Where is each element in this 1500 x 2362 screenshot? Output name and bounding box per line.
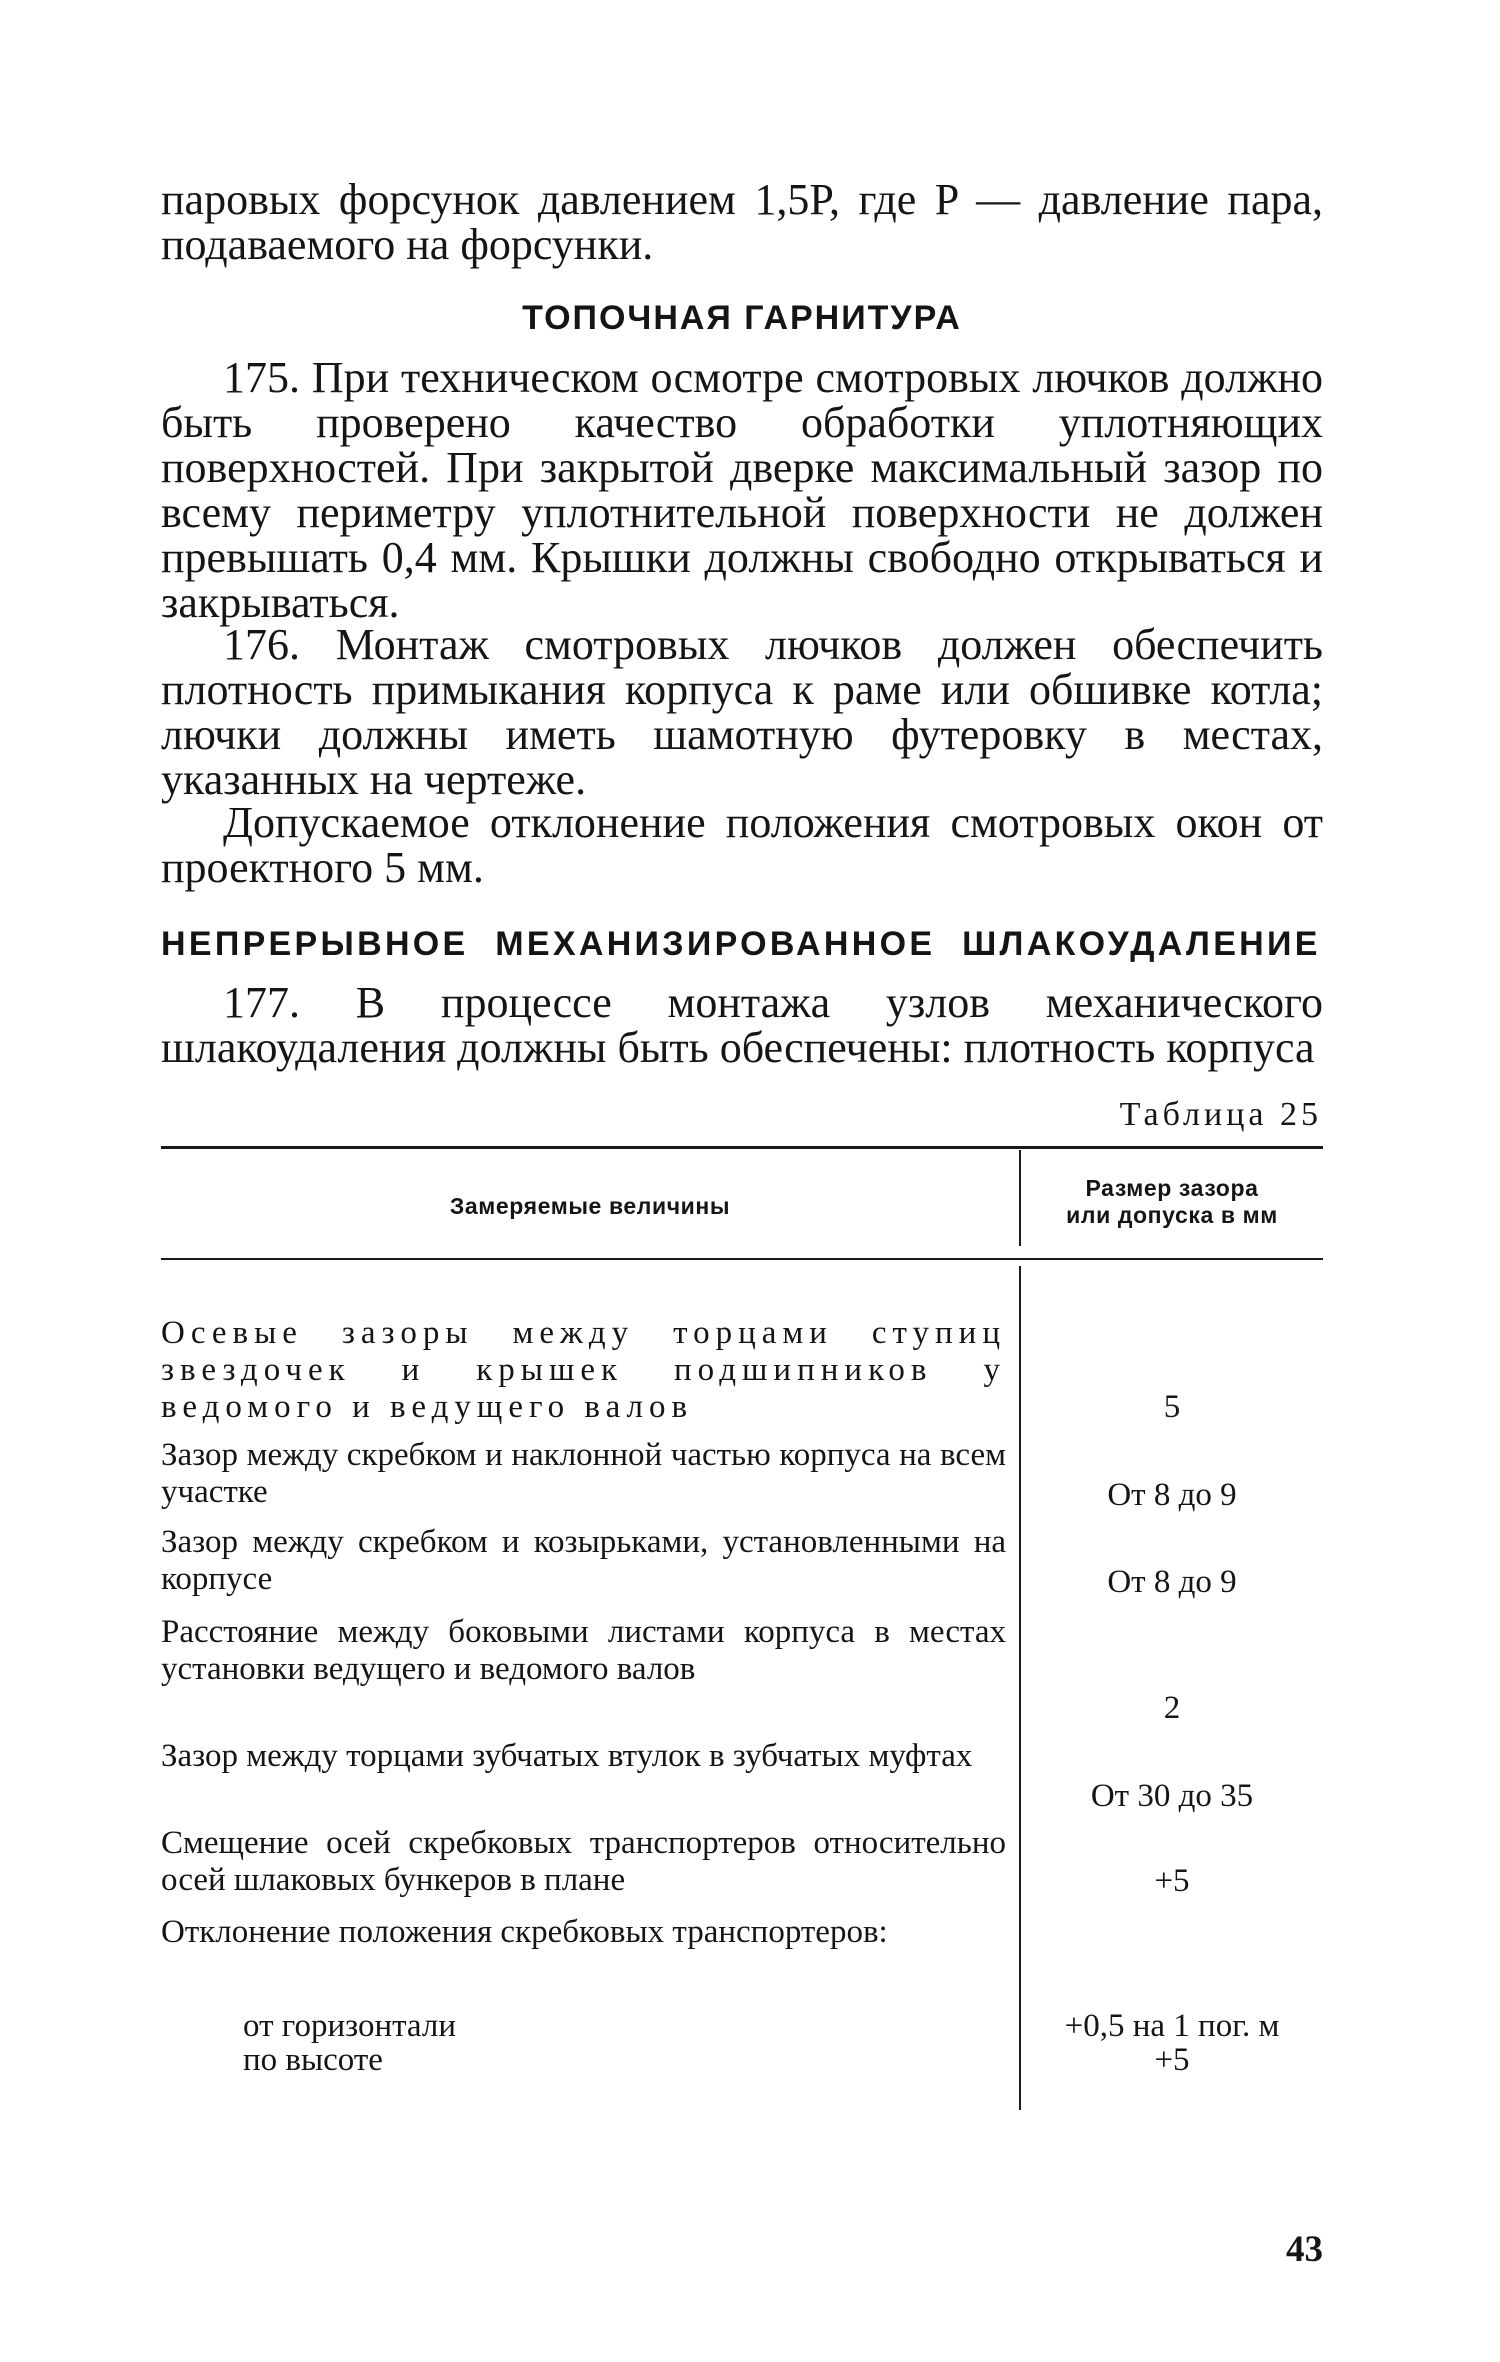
table-row-label: Осевые зазоры между торцами ступиц звездочек и крышек подшипников у ведомого и ведущего валов [161, 1315, 1006, 1425]
paragraph-175: 175. При техническом осмотре смотровых лючков должно быть проверено качество обработки уплотняющих поверхностей. При закрытой дверке максимальный зазор по всему периметру уплотнительной поверхности не должен превышать 0,4 мм. Крышки должны свободно открываться и закрываться. [161, 353, 1323, 627]
paragraph-177: 177. В процессе монтажа узлов механического шлакоудаления должны быть обеспечены: плотность корпуса [161, 978, 1323, 1072]
table-header-gap-size [1021, 1175, 1323, 1229]
table-row-label: Зазор между скребком и козырьками, установленными на корпусе [161, 1524, 1006, 1597]
heading-furnace-fittings: ТОПОЧНАЯ ГАРНИТУРА [522, 299, 962, 337]
table-row-label: Смещение осей скребковых транспортеров относительно осей шлаковых бункеров в плане [161, 1825, 1006, 1898]
table-row-value: 2 [1163, 1690, 1181, 1726]
paragraph-176: 176. Монтаж смотровых лючков должен обеспечить плотность примыкания корпуса к раме или обшивке котла; лючки должны иметь шамотную футеровку в местах, указанных на чертеже. [161, 620, 1323, 804]
table-caption: Таблица 25 [1119, 1096, 1322, 1133]
paragraph-allowed-deviation: Допускаемое отклонение положения смотровых окон от проектного 5 мм. [161, 798, 1323, 892]
table-row-value: +5 [1154, 2042, 1190, 2078]
table-row-label: Расстояние между боковыми листами корпуса в местах установки ведущего и ведомого валов [161, 1614, 1006, 1687]
table-row-value: От 8 до 9 [1107, 1564, 1237, 1600]
table-header-gap-size-line1: Размер зазора [1085, 1175, 1259, 1201]
table-header-measured-values: Замеряемые величины [449, 1193, 731, 1219]
heading-slag-removal: НЕПРЕРЫВНОЕ МЕХАНИЗИРОВАННОЕ ШЛАКОУДАЛЕНИЕ [161, 925, 1321, 963]
table-row-label: Отклонение положения скребковых транспортеров: [161, 1914, 888, 1950]
table-header-rule [161, 1258, 1323, 1260]
table-top-rule [161, 1146, 1323, 1149]
table-row-value: +0,5 на 1 пог. м [1064, 2008, 1280, 2044]
table-row-value: От 8 до 9 [1107, 1477, 1237, 1513]
table-row-value: От 30 до 35 [1090, 1778, 1254, 1814]
page-number: 43 [1286, 2229, 1323, 2270]
table-header-gap-size-line2: или допуска в мм [1066, 1202, 1278, 1228]
table-row-label: Зазор между торцами зубчатых втулок в зубчатых муфтах [161, 1738, 973, 1774]
table-row-value: +5 [1154, 1863, 1190, 1899]
table-row-label: по высоте [243, 2042, 383, 2078]
table-row-value: 5 [1163, 1389, 1181, 1425]
table-row-label: от горизонтали [243, 2008, 457, 2044]
paragraph-steam-nozzles: паровых форсунок давлением 1,5P, где P — давление пара, подаваемого на форсунки. [161, 175, 1323, 269]
table-row-label: Зазор между скребком и наклонной частью корпуса на всем участке [161, 1437, 1006, 1510]
